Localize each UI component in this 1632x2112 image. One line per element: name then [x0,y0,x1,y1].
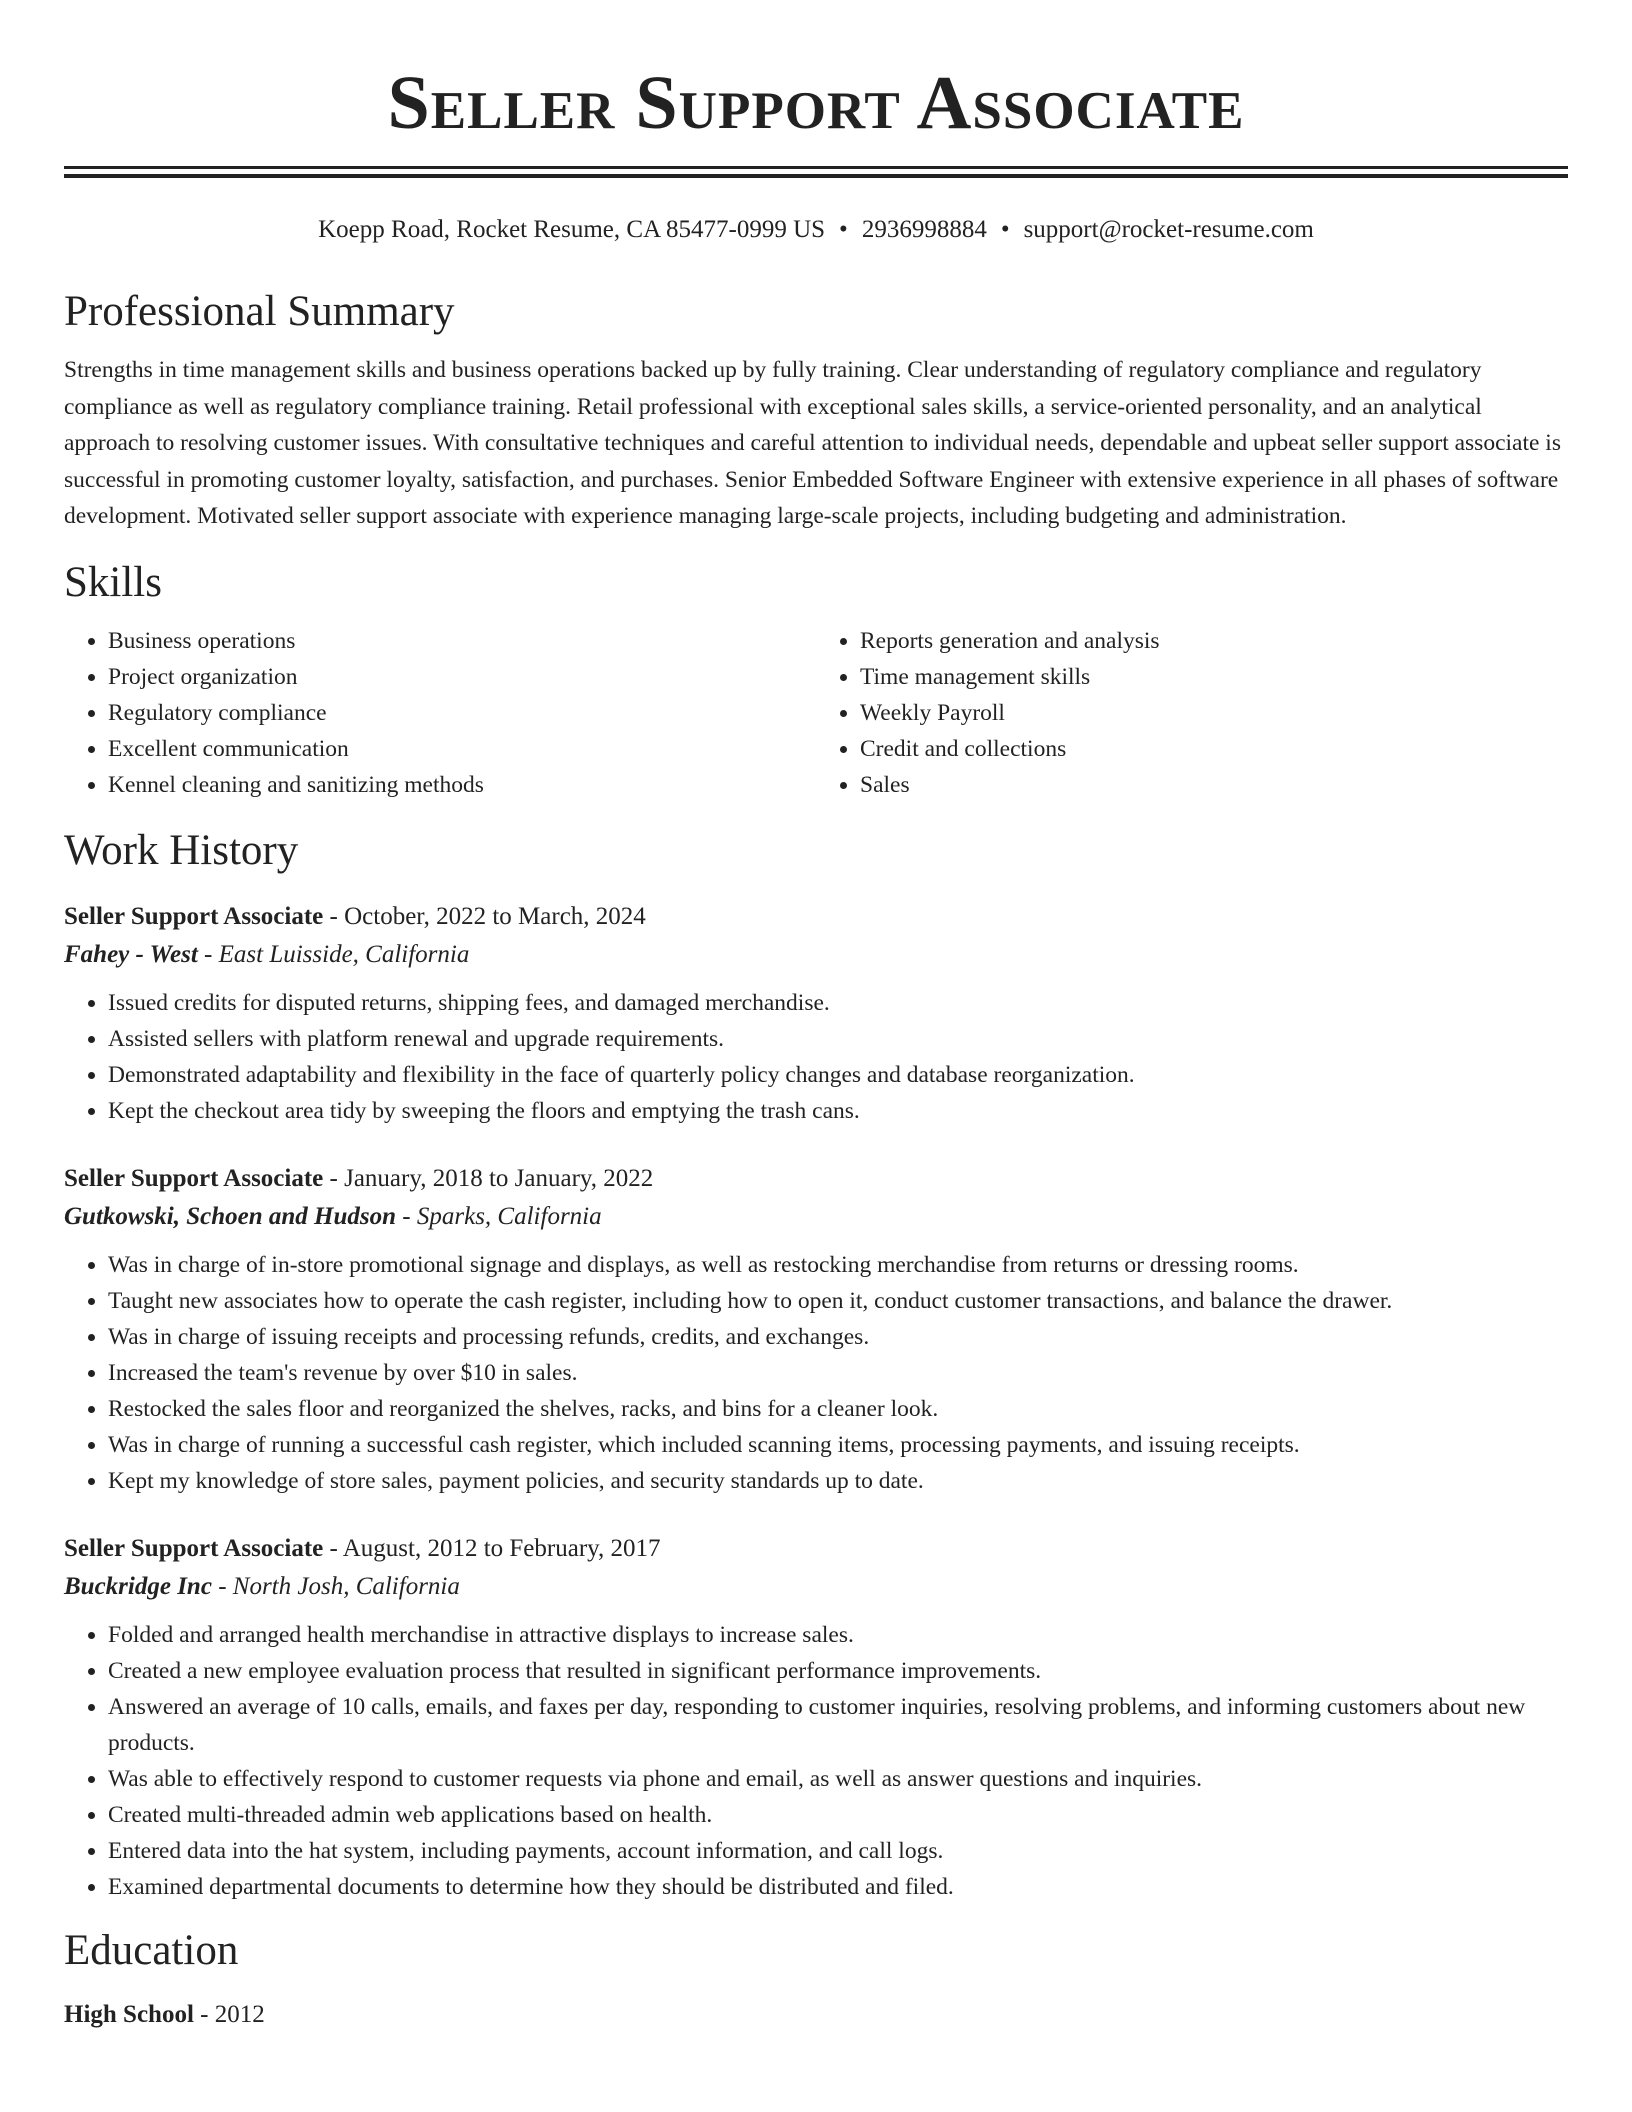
job-dash: - [323,902,345,930]
contact-email: support@rocket-resume.com [1023,216,1314,243]
skill-item: • Time management skills [860,659,1568,695]
education-year: 2012 [214,2000,265,2028]
duty-item: • Entered data into the hat system, including payments, account information, and call logs. [108,1833,1568,1869]
job-header [64,1161,1568,1197]
skill-item: • Credit and collections [860,731,1568,767]
job-dates: August, 2012 to February, 2017 [342,1534,661,1562]
job-dash: - [323,1164,345,1192]
work-history-heading: Work History [64,826,299,874]
duty-item: • Answered an average of 10 calls, emails, and faxes per day, responding to customer inquiries, resolving problems, and informing customers about new products. [108,1689,1568,1761]
education-dash: - [193,2000,215,2028]
skills-column-left [64,623,816,803]
summary-heading: Professional Summary [64,288,455,335]
contact-phone: 2936998884 [861,216,987,243]
job-dates: October, 2022 to March, 2024 [344,902,646,930]
duty-item: • Examined departmental documents to determine how they should be distributed and filed. [108,1869,1568,1905]
skill-item: • Reports generation and analysis [860,623,1568,659]
education-entry [64,1997,1568,2033]
duty-item: • Restocked the sales floor and reorganized the shelves, racks, and bins for a cleaner look. [108,1391,1568,1427]
duty-item: • Demonstrated adaptability and flexibility in the face of quarterly policy changes and database reorganization. [108,1057,1568,1093]
skills-list [64,623,1568,803]
job-duties [64,985,1568,1129]
job-location: East Luisside, California [218,940,470,968]
job-dash: - [396,1202,417,1230]
job-title: Seller Support Associate [64,1164,324,1192]
duty-item: • Issued credits for disputed returns, shipping fees, and damaged merchandise. [108,985,1568,1021]
contact-line [64,214,1568,246]
skills-column-right [816,623,1568,803]
duty-item: • Was in charge of in-store promotional signage and displays, as well as restocking merchandise from returns or dressing rooms. [108,1247,1568,1283]
job-company: Fahey - West [64,940,198,968]
education-school: High School [64,2000,194,2028]
job-title: Seller Support Associate [64,1534,324,1562]
duty-item: • Assisted sellers with platform renewal and upgrade requirements. [108,1021,1568,1057]
skill-item: • Kennel cleaning and sanitizing methods [108,767,816,803]
duty-item: • Folded and arranged health merchandise in attractive displays to increase sales. [108,1617,1568,1653]
skills-heading: Skills [64,558,162,606]
job-entry [64,899,1568,1129]
header-divider [64,166,1568,178]
skill-item: • Weekly Payroll [860,695,1568,731]
job-entry [64,1161,1568,1499]
duty-item: • Was in charge of running a successful cash register, which included scanning items, processing payments, and issuing receipts. [108,1427,1568,1463]
duty-item: • Increased the team's revenue by over $10 in sales. [108,1355,1568,1391]
job-header [64,899,1568,935]
job-entry [64,1531,1568,1905]
job-location: Sparks, California [416,1202,602,1230]
job-employer [64,1197,1568,1237]
duty-item: • Created a new employee evaluation process that resulted in significant performance improvements. [108,1653,1568,1689]
job-company: Buckridge Inc [64,1572,212,1600]
duty-item: • Kept the checkout area tidy by sweeping the floors and emptying the trash cans. [108,1093,1568,1129]
job-title: Seller Support Associate [64,902,324,930]
job-dash: - [197,940,219,968]
job-employer [64,1567,1568,1607]
skill-item: • Project organization [108,659,816,695]
skill-item: • Business operations [108,623,816,659]
resume-name: Seller Support Associate [387,61,1245,145]
job-employer [64,935,1568,975]
duty-item: • Taught new associates how to operate the cash register, including how to open it, conduct customer transactions, and balance the drawer. [108,1283,1568,1319]
job-dash: - [323,1534,343,1562]
education-heading: Education [64,1926,239,1974]
duty-item: • Created multi-threaded admin web applications based on health. [108,1797,1568,1833]
job-dash: - [211,1572,233,1600]
skill-item: • Sales [860,767,1568,803]
job-company: Gutkowski, Schoen and Hudson [64,1202,397,1230]
duty-item: • Kept my knowledge of store sales, payment policies, and security standards up to date. [108,1463,1568,1499]
summary-text: Strengths in time management skills and business operations backed up by fully training. Clear understanding of regulatory compliance and regulatory compliance as well as regulatory compliance training. Retail professional with exceptional sales skills, a service-oriented personality, and an analytical approach to resolving customer issues. With consultative techniques and careful attention to individual needs, dependable and upbeat seller support associate is successful in promoting customer loyalty, satisfaction, and purchases. Senior Embedded Software Engineer with extensive experience in all phases of software development. Motivated seller support associate with experience managing large-scale projects, including budgeting and administration. [64,357,1561,529]
job-header [64,1531,1568,1567]
skill-item: • Regulatory compliance [108,695,816,731]
job-dates: January, 2018 to January, 2022 [344,1164,654,1192]
contact-separator: • [1000,216,1010,243]
job-duties [64,1247,1568,1499]
job-duties [64,1617,1568,1905]
duty-item: • Was in charge of issuing receipts and processing refunds, credits, and exchanges. [108,1319,1568,1355]
contact-separator: • [839,216,848,243]
skill-item: • Excellent communication [108,731,816,767]
job-location: North Josh, California [232,1572,460,1600]
contact-address: Koepp Road, Rocket Resume, CA 85477-0999 US [318,216,826,243]
duty-item: • Was able to effectively respond to customer requests via phone and email, as well as answer questions and inquiries. [108,1761,1568,1797]
